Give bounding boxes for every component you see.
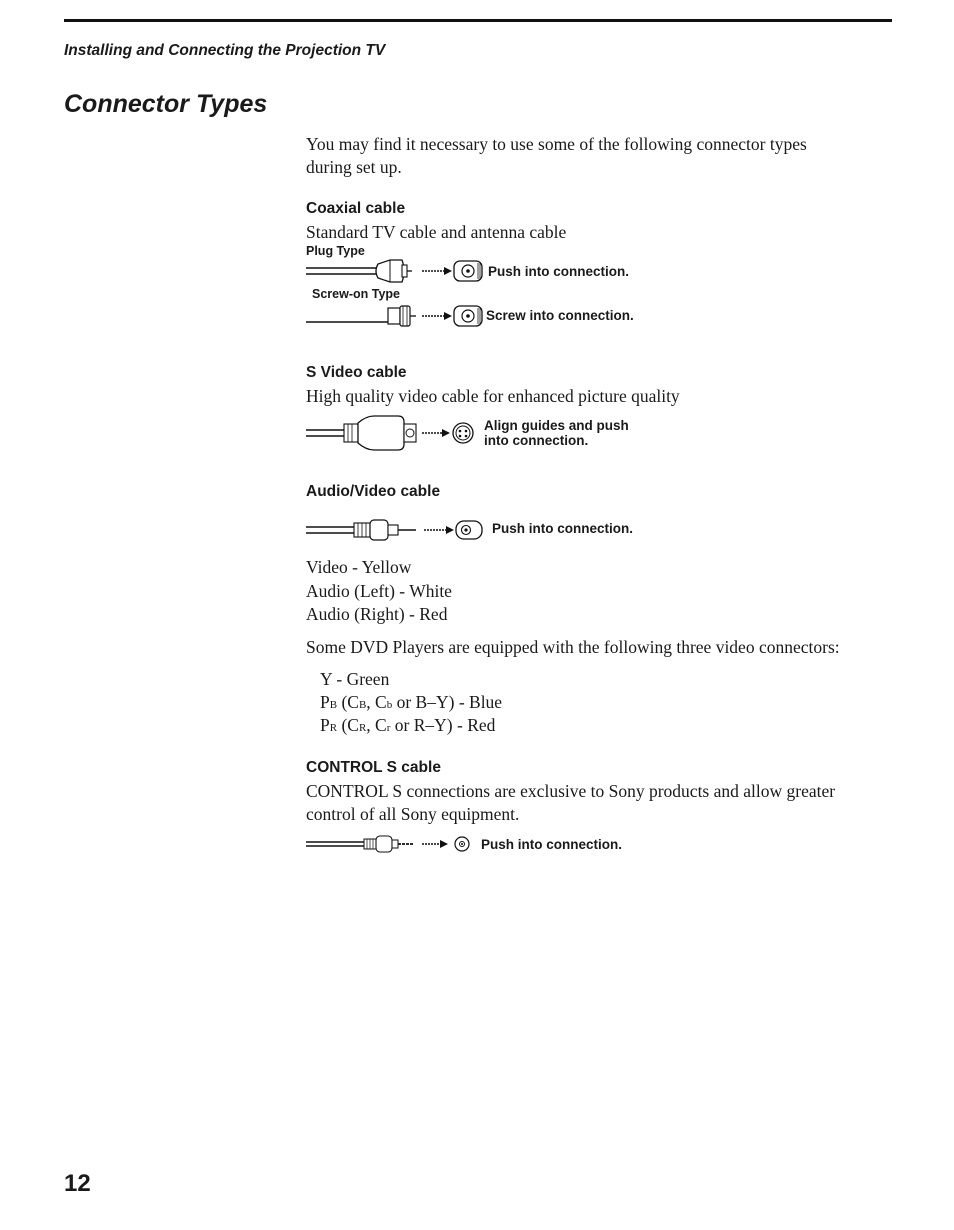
arrow-icon xyxy=(422,840,448,848)
coaxial-heading: Coaxial cable xyxy=(306,200,406,217)
av-caption: Push into connection. xyxy=(492,521,633,536)
av-heading: Audio/Video cable xyxy=(306,483,441,500)
coax-jack-icon xyxy=(454,261,482,281)
svideo-caption-line-2: into connection. xyxy=(484,433,589,448)
control-s-plug-icon xyxy=(306,836,414,852)
arrow-icon xyxy=(422,429,450,437)
control-s-diagram xyxy=(306,833,478,855)
coax-jack-icon xyxy=(454,306,482,326)
screw-caption: Screw into connection. xyxy=(486,308,634,323)
plug-type-label: Plug Type xyxy=(306,244,365,258)
audio-right-color-line: Audio (Right) - Red xyxy=(306,604,448,624)
coax-plug-diagram xyxy=(306,258,486,286)
svideo-description: High quality video cable for enhanced picture quality xyxy=(306,386,680,406)
arrow-icon xyxy=(422,267,452,275)
control-s-caption: Push into connection. xyxy=(481,837,622,852)
control-s-line-2: control of all Sony equipment. xyxy=(306,804,520,824)
dvd-note: Some DVD Players are equipped with the following three video connectors: xyxy=(306,637,840,657)
svideo-heading: S Video cable xyxy=(306,364,407,381)
page-title: Connector Types xyxy=(64,90,268,118)
svideo-caption xyxy=(484,418,629,448)
mini-jack-icon xyxy=(455,837,469,851)
svideo-jack-icon xyxy=(453,423,473,443)
rca-jack-icon xyxy=(456,521,482,539)
audio-left-color-line: Audio (Left) - White xyxy=(306,581,452,601)
arrow-icon xyxy=(422,312,452,320)
control-s-heading: CONTROL S cable xyxy=(306,759,441,776)
coax-screw-diagram xyxy=(306,302,486,330)
arrow-icon xyxy=(424,526,454,534)
pr-red-line: PR (CR, Cr or R–Y) - Red xyxy=(320,715,496,735)
svideo-plug-icon xyxy=(306,416,416,450)
control-s-line-1: CONTROL S connections are exclusive to Sony products and allow greater xyxy=(306,781,836,801)
page-number: 12 xyxy=(64,1170,91,1197)
av-diagram xyxy=(306,517,486,543)
video-color-line: Video - Yellow xyxy=(306,557,412,577)
intro-line-1: You may find it necessary to use some of the following connector types xyxy=(306,134,807,154)
coax-plug-icon xyxy=(306,260,412,282)
top-rule xyxy=(64,19,892,22)
y-green-line: Y - Green xyxy=(320,669,390,689)
running-head: Installing and Connecting the Projection TV xyxy=(64,42,386,59)
screw-type-label: Screw-on Type xyxy=(312,287,400,301)
coax-screw-plug-icon xyxy=(306,306,416,326)
pb-blue-line: PB (CB, Cb or B–Y) - Blue xyxy=(320,692,503,712)
control-s-description xyxy=(306,780,896,826)
intro-paragraph xyxy=(306,133,896,179)
svideo-diagram xyxy=(306,414,482,452)
plug-caption: Push into connection. xyxy=(488,264,629,279)
rca-plug-icon xyxy=(306,520,416,540)
intro-line-2: during set up. xyxy=(306,157,402,177)
svideo-caption-line-1: Align guides and push xyxy=(484,418,629,433)
coaxial-description: Standard TV cable and antenna cable xyxy=(306,222,567,242)
